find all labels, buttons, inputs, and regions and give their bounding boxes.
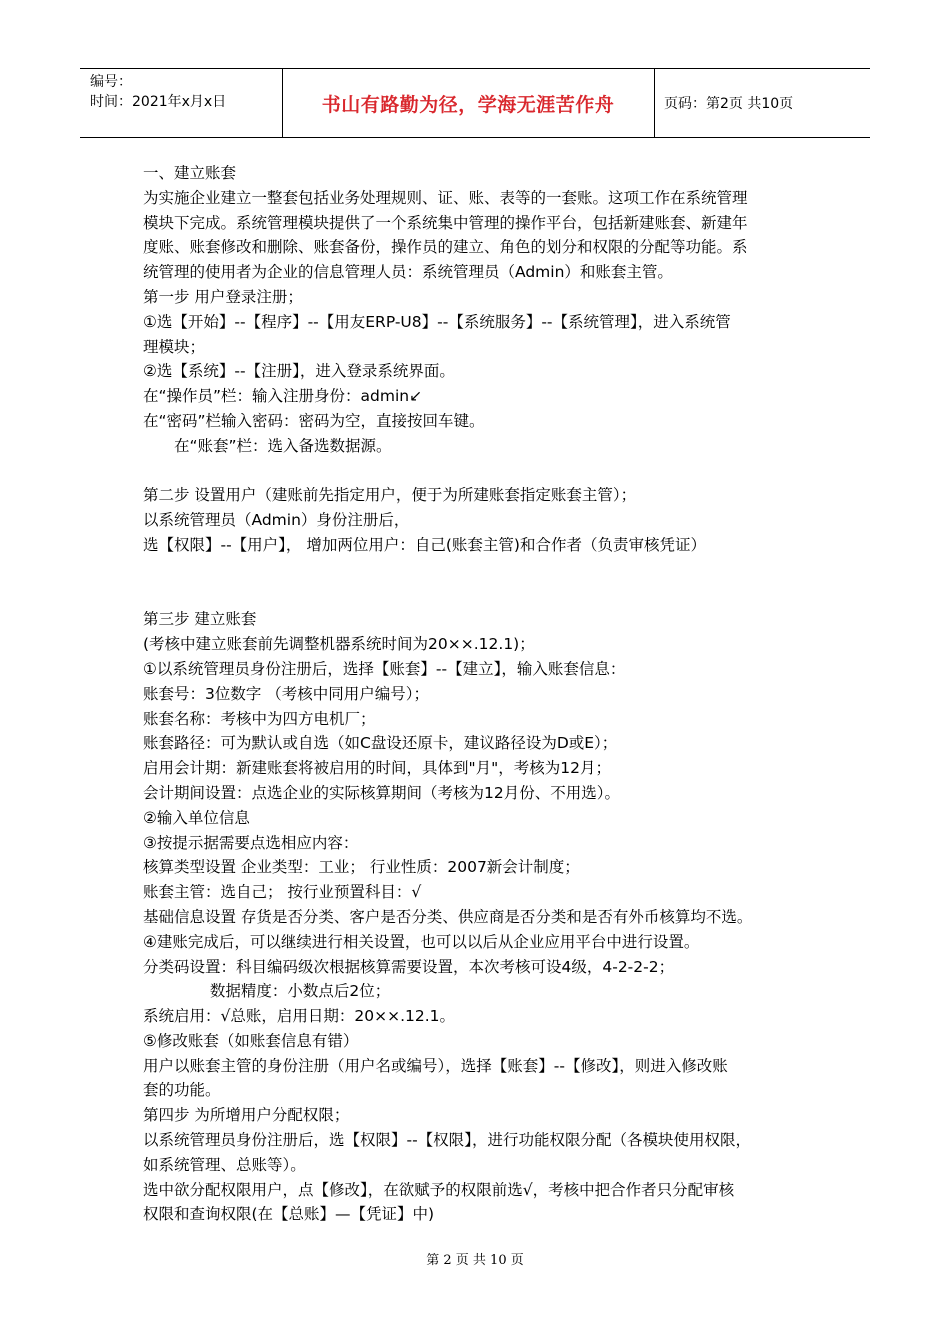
text-line: 核算类型设置 企业类型：工业； 行业性质：2007新会计制度；: [143, 858, 580, 877]
text-line: 为实施企业建立一整套包括业务处理规则、证、账、表等的一套账。这项工作在系统管理: [143, 188, 748, 207]
text-line: 权限和查询权限(在【总账】—【凭证】中): [143, 1205, 435, 1224]
text-line: ①以系统管理员身份注册后，选择【账套】--【建立】，输入账套信息：: [143, 659, 626, 678]
code-label: 编号：: [90, 74, 132, 90]
text-line: 选中欲分配权限用户，点【修改】，在欲赋予的权限前选√，考核中把合作者只分配审核: [143, 1180, 735, 1199]
text-line: ②选【系统】--【注册】，进入登录系统界面。: [143, 362, 455, 381]
text-line: 启用会计期：新建账套将被启用的时间，具体到"月"，考核为12月；: [143, 759, 611, 778]
blank-line: [143, 583, 808, 608]
text-line: 在“账套”栏：选入备选数据源。: [143, 436, 392, 455]
text-line: 统管理的使用者为企业的信息管理人员：系统管理员（Admin）和账套主管。: [143, 263, 673, 282]
text-line: ④建账完成后，可以继续进行相关设置，也可以以后从企业应用平台中进行设置。: [143, 932, 700, 951]
blank-line: [143, 558, 808, 583]
header-divider-right: [654, 69, 655, 137]
text-line: 度账、账套修改和删除、账套备份，操作员的建立、角色的划分和权限的分配等功能。系: [143, 238, 748, 257]
text-line: ②输入单位信息: [143, 808, 250, 827]
text-line: 以系统管理员（Admin）身份注册后，: [143, 511, 410, 530]
blank-line: [143, 459, 808, 484]
text-line: 会计期间设置：点选企业的实际核算期间（考核为12月份、不用选）。: [143, 783, 620, 802]
text-line: 如系统管理、总账等）。: [143, 1155, 306, 1174]
time-label: 时间：2021年x月x日: [90, 94, 227, 110]
text-line: 账套主管：选自己； 按行业预置科目：√: [143, 883, 422, 902]
page-footer: 第 2 页 共 10 页: [426, 1253, 524, 1268]
document-body: [143, 161, 808, 1227]
header-motto: 书山有路勤为径，学海无涯苦作舟: [321, 93, 615, 116]
text-line: 一、建立账套: [143, 164, 237, 182]
text-line: 理模块；: [143, 337, 206, 356]
text-line: ①选【开始】--【程序】--【用友ERP-U8】--【系统服务】--【系统管理】，进入系统管: [143, 312, 731, 331]
text-line: 账套名称：考核中为四方电机厂；: [143, 709, 376, 728]
header-meta: [90, 72, 226, 112]
text-line: 分类码设置：科目编码级次根据核算需要设置，本次考核可设4级，4-2-2-2；: [143, 957, 675, 976]
text-line: (考核中建立账套前先调整机器系统时间为20××.12.1)；: [143, 635, 535, 654]
text-line: 账套号：3位数字 （考核中同用户编号）；: [143, 684, 430, 703]
text-line: 数据精度：小数点后2位；: [143, 982, 391, 1001]
text-line: 以系统管理员身份注册后，选【权限】--【权限】，进行功能权限分配（各模块使用权限，: [143, 1131, 751, 1150]
text-line: 模块下完成。系统管理模块提供了一个系统集中管理的操作平台，包括新建账套、新建年: [143, 213, 748, 232]
text-line: 基础信息设置 存货是否分类、客户是否分类、供应商是否分类和是否有外币核算均不选。: [143, 907, 753, 926]
text-line: 第四步 为所增用户分配权限；: [143, 1106, 350, 1125]
page-header: [80, 68, 870, 138]
text-line: ⑤修改账套（如账套信息有错）: [143, 1031, 359, 1050]
text-line: 第三步 建立账套: [143, 610, 257, 629]
header-page-info: 页码：第2页 共10页: [664, 96, 794, 112]
text-line: 在“操作员”栏：输入注册身份：admin↙: [143, 387, 423, 406]
text-line: 选【权限】--【用户】， 增加两位用户：自己(账套主管)和合作者（负责审核凭证）: [143, 535, 706, 554]
text-line: 账套路径：可为默认或自选（如C盘设还原卡，建议路径设为D或E）；: [143, 734, 618, 753]
text-line: 第一步 用户登录注册；: [143, 287, 303, 306]
text-line: 系统启用：√总账，启用日期：20××.12.1。: [143, 1007, 456, 1026]
text-line: 套的功能。: [143, 1081, 221, 1100]
text-line: ③按提示据需要点选相应内容：: [143, 833, 359, 852]
text-line: 第二步 设置用户（建账前先指定用户，便于为所建账套指定账套主管）；: [143, 486, 637, 505]
text-line: 用户以账套主管的身份注册（用户名或编号），选择【账套】--【修改】，则进入修改账: [143, 1056, 728, 1075]
text-line: 在“密码”栏输入密码：密码为空，直接按回车键。: [143, 411, 485, 430]
